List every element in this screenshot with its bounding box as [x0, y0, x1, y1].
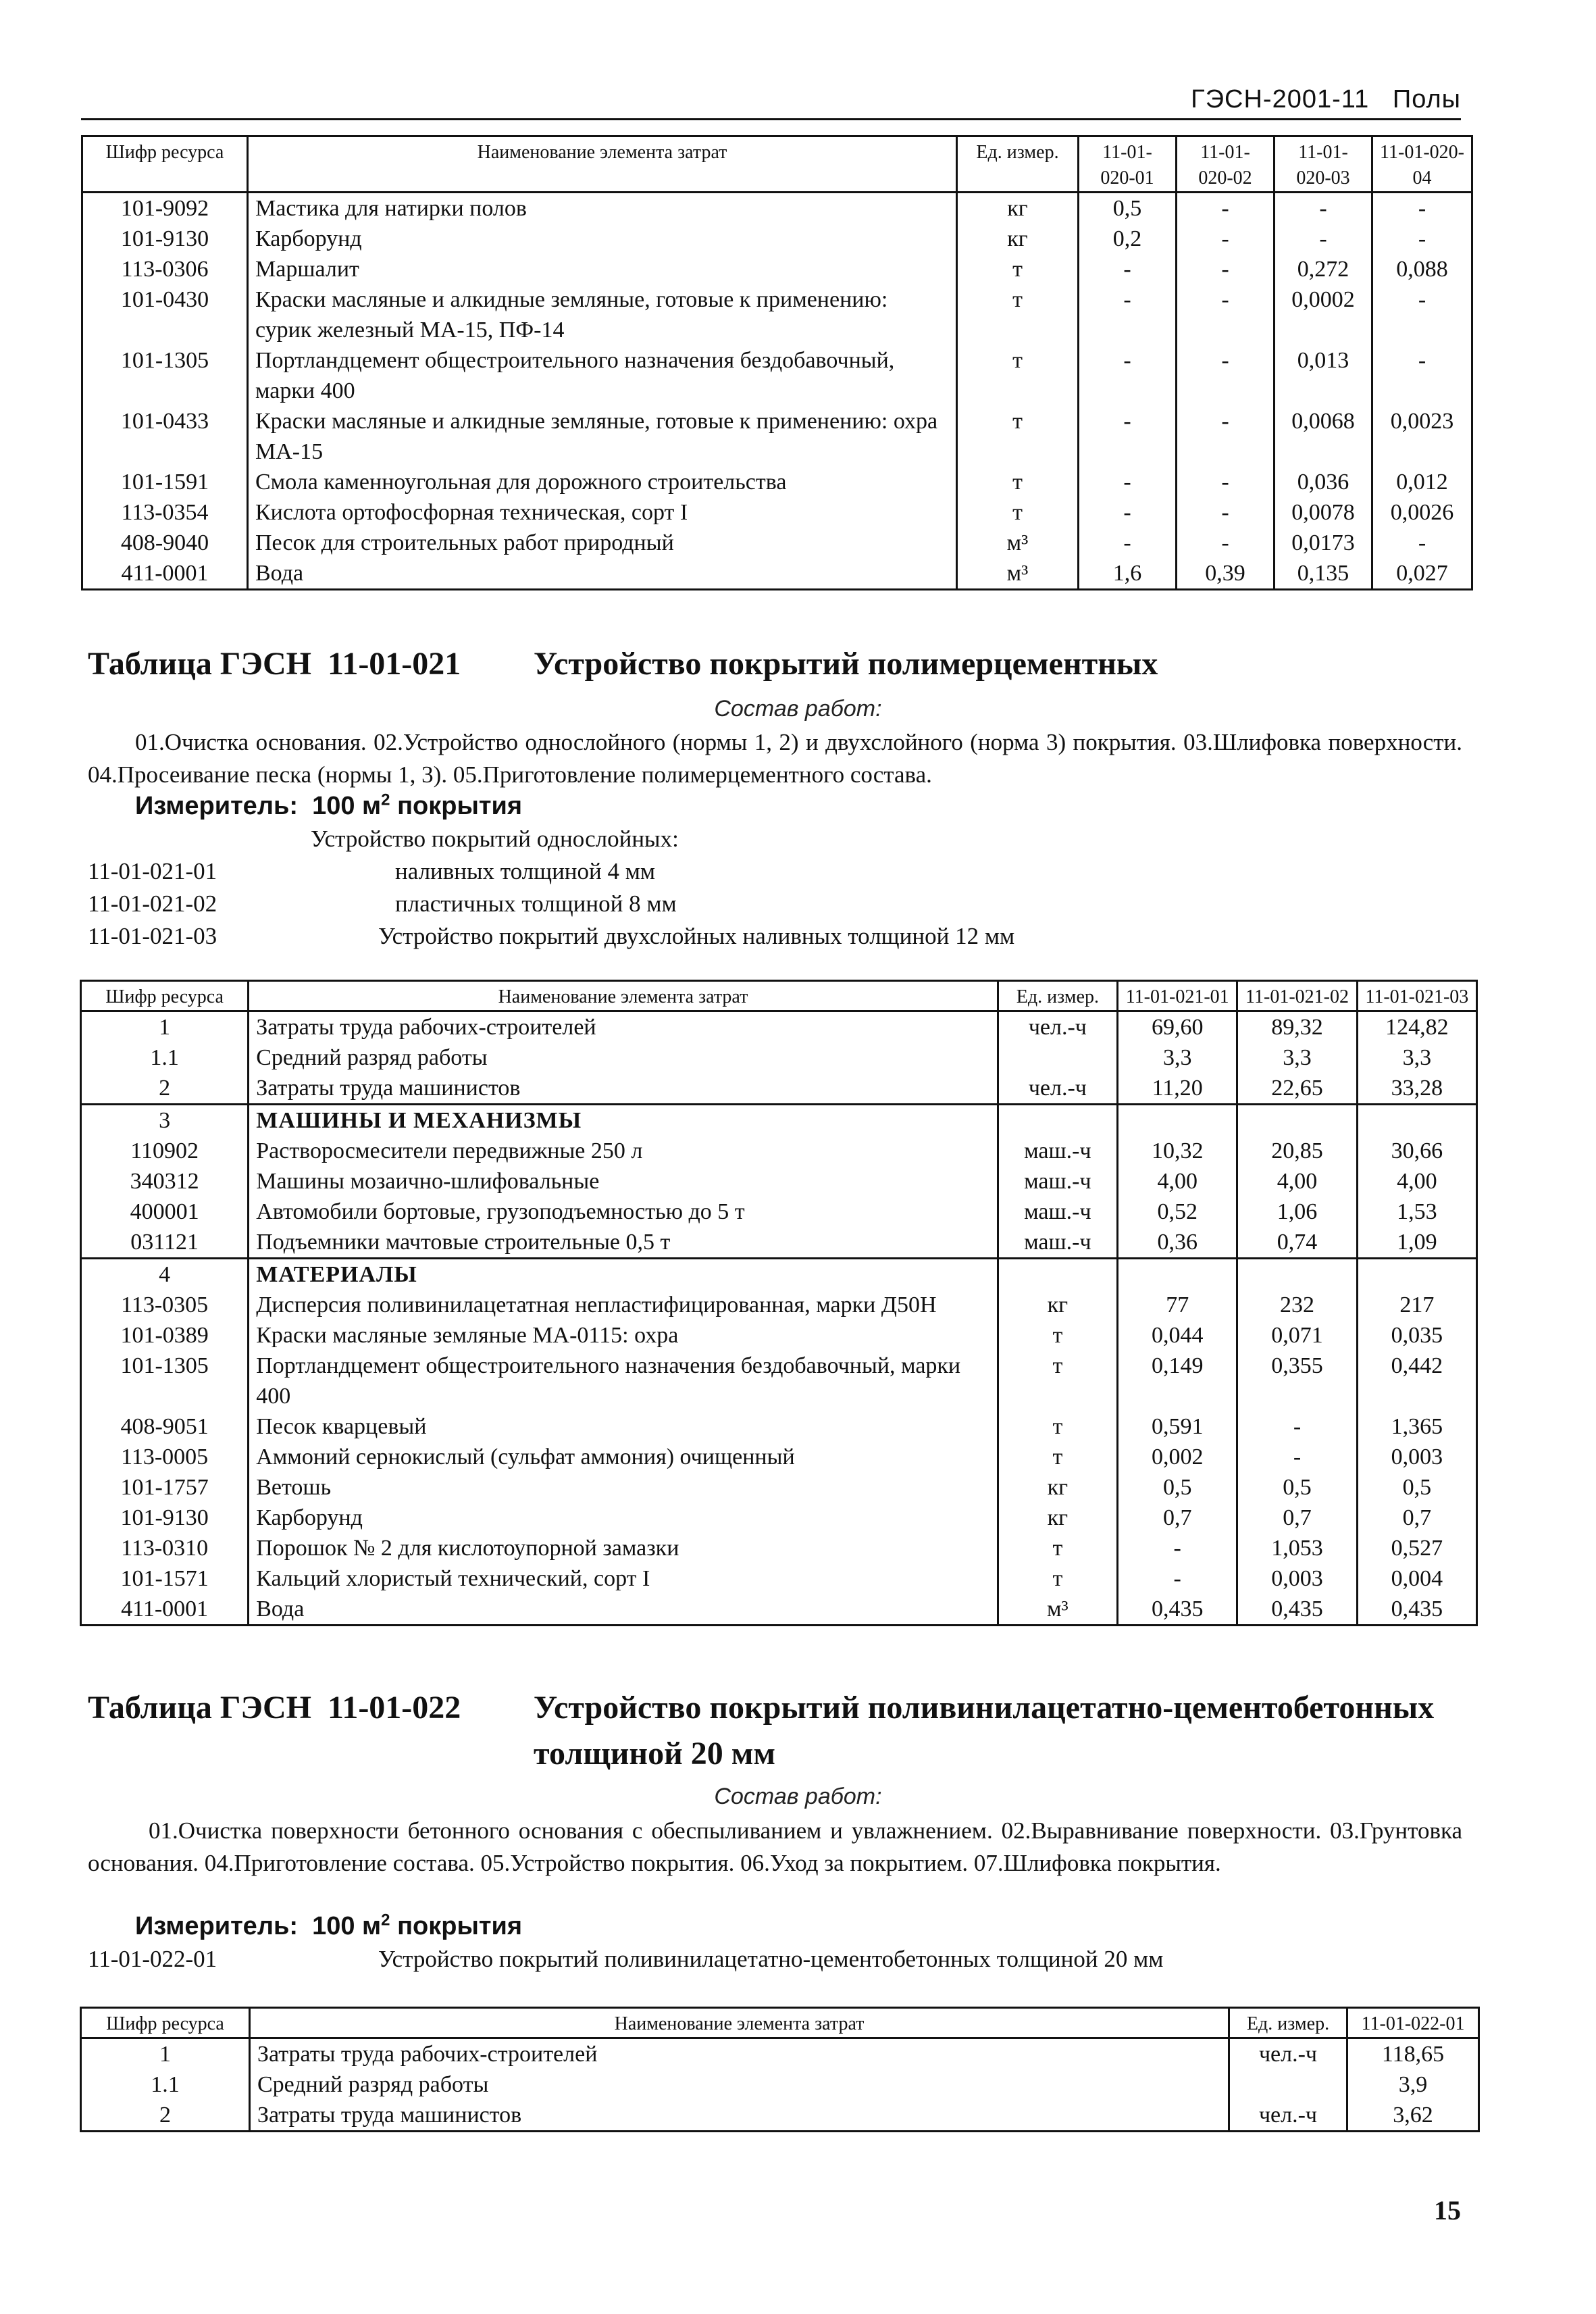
cell-code: 408-9040 [82, 528, 248, 558]
cell-name: Средний разряд работы [250, 2069, 1229, 2100]
cell-v2: - [1177, 254, 1275, 284]
measure-sup: 2 [381, 1911, 390, 1930]
table-row [81, 1227, 1477, 1259]
measure-suffix: покрытия [390, 792, 523, 820]
cell-unit: маш.-ч [998, 1166, 1117, 1197]
table-header-row [82, 136, 1472, 193]
cell-unit: чел.-ч [1229, 2100, 1347, 2132]
cell-v2: - [1177, 497, 1275, 528]
cell-v2: 4,00 [1237, 1166, 1357, 1197]
cell-v4: - [1372, 345, 1472, 406]
cell-v2: 1,053 [1237, 1533, 1357, 1563]
table-row [81, 1320, 1477, 1351]
cell-name: Портландцемент общестроительного назначения бездобавочный, марки 400 [249, 1351, 998, 1411]
table-row [82, 406, 1472, 467]
col-header: 11-01-020-01 [1079, 136, 1177, 193]
cell-unit: кг [998, 1290, 1117, 1320]
cell-unit: чел.-ч [998, 1011, 1117, 1043]
table-row [81, 2038, 1479, 2070]
cell-code: 2 [81, 1073, 249, 1105]
cell-v2: 20,85 [1237, 1136, 1357, 1166]
cell-v2: - [1237, 1442, 1357, 1472]
cell-v1: 77 [1118, 1290, 1237, 1320]
cell-v2: - [1177, 224, 1275, 254]
resource-table-022 [80, 2007, 1480, 2132]
table-row [82, 467, 1472, 497]
cell-v2 [1237, 1259, 1357, 1290]
cell-v1: - [1118, 1533, 1237, 1563]
cell-name: Растворосмесители передвижные 250 л [249, 1136, 998, 1166]
cell-unit: кг [998, 1472, 1117, 1503]
table-row [82, 558, 1472, 590]
table-title: Устройство покрытий полимерцементных [534, 646, 1158, 682]
cell-v1: 0,5 [1118, 1472, 1237, 1503]
norm-line [88, 1946, 1163, 1973]
cell-v3: 0,435 [1357, 1594, 1476, 1626]
cell-v1: 10,32 [1118, 1136, 1237, 1166]
norm-line [88, 923, 1014, 950]
section-title-021 [88, 645, 1506, 682]
cell-name: Карборунд [248, 224, 957, 254]
cell-code: 2 [81, 2100, 250, 2132]
cell-v1: - [1079, 254, 1177, 284]
cell-v3: 217 [1357, 1290, 1476, 1320]
norm-text: Устройство покрытий двухслойных наливных толщиной 12 мм [378, 923, 1015, 949]
table-row [81, 1442, 1477, 1472]
cell-name: Песок для строительных работ природный [248, 528, 957, 558]
cell-name: Смола каменноугольная для дорожного строительства [248, 467, 957, 497]
cell-code: 101-9130 [82, 224, 248, 254]
table-header-row [81, 2008, 1479, 2038]
cell-v4: 0,027 [1372, 558, 1472, 590]
cell-unit: маш.-ч [998, 1197, 1117, 1227]
cell-code: 411-0001 [81, 1594, 249, 1626]
cell-name: Краски масляные и алкидные земляные, готовые к применению: сурик железный МА-15, ПФ-14 [248, 284, 957, 345]
cell-v4: 0,0023 [1372, 406, 1472, 467]
cell-unit: т [998, 1442, 1117, 1472]
measure-prefix: Измеритель: 100 м [135, 1912, 382, 1940]
col-header: Ед. измер. [957, 136, 1079, 193]
cell-v3: 0,004 [1357, 1563, 1476, 1594]
table-row [82, 224, 1472, 254]
table-row [81, 1197, 1477, 1227]
cell-unit [998, 1259, 1117, 1290]
cell-v3: 30,66 [1357, 1136, 1476, 1166]
cell-unit: т [998, 1533, 1117, 1563]
cell-v2: 89,32 [1237, 1011, 1357, 1043]
cell-unit: м³ [957, 558, 1079, 590]
cell-name: Кислота ортофосфорная техническая, сорт I [248, 497, 957, 528]
cell-v3: 0,013 [1275, 345, 1372, 406]
cell-name: Мастика для натирки полов [248, 193, 957, 224]
norm-code: 11-01-021-03 [88, 923, 217, 949]
cell-unit: т [957, 406, 1079, 467]
cell-name: Затраты труда рабочих-строителей [249, 1011, 998, 1043]
cell-v1: 0,52 [1118, 1197, 1237, 1227]
cell-v2: 232 [1237, 1290, 1357, 1320]
composition-text: 01.Очистка поверхности бетонного основания с обеспыливанием и увлажнением. 02.Выравнивание поверхности. 03.Грунтовка основания. 04.Приготовление состава. 05.Устройство покрытия. 06.Уход за покрытием. 07.Шлифовка покрытия. [88, 1817, 1462, 1876]
cell-code: 4 [81, 1259, 249, 1290]
cell-v3: - [1275, 224, 1372, 254]
cell-unit: чел.-ч [998, 1073, 1117, 1105]
norm-line [88, 858, 655, 885]
cell-code: 3 [81, 1105, 249, 1136]
cell-v2: - [1177, 528, 1275, 558]
cell-v3: 0,0068 [1275, 406, 1372, 467]
cell-code: 1 [81, 1011, 249, 1043]
table-row [81, 1042, 1477, 1073]
cell-v1: 69,60 [1118, 1011, 1237, 1043]
cell-v1: 0,36 [1118, 1227, 1237, 1259]
cell-name: Портландцемент общестроительного назначения бездобавочный, марки 400 [248, 345, 957, 406]
cell-v3: - [1275, 193, 1372, 224]
cell-v2: 0,7 [1237, 1503, 1357, 1533]
cell-unit: т [957, 345, 1079, 406]
cell-code: 411-0001 [82, 558, 248, 590]
table-row [81, 1533, 1477, 1563]
cell-name: Карборунд [249, 1503, 998, 1533]
cell-v2: - [1177, 193, 1275, 224]
table-row [81, 1166, 1477, 1197]
cell-v1: - [1079, 345, 1177, 406]
col-header: Шифр ресурса [81, 981, 249, 1011]
measure-suffix: покрытия [390, 1912, 523, 1940]
cell-v2: - [1237, 1411, 1357, 1442]
cell-v1: 0,591 [1118, 1411, 1237, 1442]
cell-code: 113-0310 [81, 1533, 249, 1563]
cell-v4: 0,012 [1372, 467, 1472, 497]
cell-code: 101-1305 [81, 1351, 249, 1411]
cell-v2: 0,435 [1237, 1594, 1357, 1626]
cell-v3: 0,135 [1275, 558, 1372, 590]
cell-v2: 0,355 [1237, 1351, 1357, 1411]
cell-v1: 0,435 [1118, 1594, 1237, 1626]
cell-v1: 0,5 [1079, 193, 1177, 224]
cell-v3: 0,442 [1357, 1351, 1476, 1411]
measure-unit [135, 792, 522, 821]
cell-v3: 1,365 [1357, 1411, 1476, 1442]
cell-v3: 0,7 [1357, 1503, 1476, 1533]
table-title-line2: толщиной 20 мм [534, 1736, 776, 1771]
cell-v3: 33,28 [1357, 1073, 1476, 1105]
cell-v4: 0,0026 [1372, 497, 1472, 528]
table-code: Таблица ГЭСН 11-01-021 [88, 646, 461, 682]
cell-v1: - [1079, 467, 1177, 497]
cell-v1: 4,00 [1118, 1166, 1237, 1197]
cell-code: 400001 [81, 1197, 249, 1227]
measure-unit [135, 1912, 522, 1941]
cell-v3: 0,527 [1357, 1533, 1476, 1563]
cell-name: Автомобили бортовые, грузоподъемностью до 5 т [249, 1197, 998, 1227]
cell-name: Аммоний сернокислый (сульфат аммония) очищенный [249, 1442, 998, 1472]
cell-v1: 0,149 [1118, 1351, 1237, 1411]
cell-name: Краски масляные земляные МА-0115: охра [249, 1320, 998, 1351]
col-header: 11-01-020-02 [1177, 136, 1275, 193]
cell-unit: т [998, 1320, 1117, 1351]
cell-unit: т [998, 1411, 1117, 1442]
table-row [81, 1136, 1477, 1166]
cell-v1: 0,7 [1118, 1503, 1237, 1533]
cell-v1: 0,002 [1118, 1442, 1237, 1472]
table-row [81, 1073, 1477, 1105]
composition-text: 01.Очистка основания. 02.Устройство однослойного (нормы 1, 2) и двухслойного (норма 3) покрытия. 03.Шлифовка поверхности. 04.Просеивание песка (нормы 1, 3). 05.Приготовление полимерцементного состава. [88, 729, 1462, 788]
cell-name: Вода [249, 1594, 998, 1626]
cell-code: 101-1571 [81, 1563, 249, 1594]
cell-v1: 1,6 [1079, 558, 1177, 590]
cell-unit: т [998, 1351, 1117, 1411]
cell-unit [1229, 2069, 1347, 2100]
cell-v2: 0,5 [1237, 1472, 1357, 1503]
table-row [81, 1594, 1477, 1626]
cell-v1: 3,9 [1347, 2069, 1479, 2100]
cell-v3 [1357, 1259, 1476, 1290]
col-header: Наименование элемента затрат [250, 2008, 1229, 2038]
col-header: Ед. измер. [998, 981, 1117, 1011]
table-row [81, 1503, 1477, 1533]
table-row [81, 2100, 1479, 2132]
cell-name: Затраты труда машинистов [250, 2100, 1229, 2132]
table-row [81, 2069, 1479, 2100]
cell-v3: 0,0002 [1275, 284, 1372, 345]
cell-v1: 0,2 [1079, 224, 1177, 254]
table-code: Таблица ГЭСН 11-01-022 [88, 1690, 461, 1726]
cell-v3: 0,272 [1275, 254, 1372, 284]
cell-v3: 1,09 [1357, 1227, 1476, 1259]
cell-code: 101-1305 [82, 345, 248, 406]
cell-v1: 11,20 [1118, 1073, 1237, 1105]
cell-unit: кг [957, 193, 1079, 224]
table-row [82, 497, 1472, 528]
cell-v3: 1,53 [1357, 1197, 1476, 1227]
cell-code: 340312 [81, 1166, 249, 1197]
cell-name: Вода [248, 558, 957, 590]
norm-line [88, 890, 677, 917]
subheading: Устройство покрытий однослойных: [311, 826, 679, 852]
col-header: 11-01-020-04 [1372, 136, 1472, 193]
cell-v1: - [1079, 497, 1177, 528]
cell-v1: 0,044 [1118, 1320, 1237, 1351]
cell-v2: 0,071 [1237, 1320, 1357, 1351]
cell-v2: 1,06 [1237, 1197, 1357, 1227]
cell-v1 [1118, 1259, 1237, 1290]
cell-v3: 0,036 [1275, 467, 1372, 497]
col-header: Шифр ресурса [82, 136, 248, 193]
col-header: Наименование элемента затрат [248, 136, 957, 193]
table-row [81, 1351, 1477, 1411]
cell-code: 101-1757 [81, 1472, 249, 1503]
cell-name: Средний разряд работы [249, 1042, 998, 1073]
col-header: 11-01-021-03 [1357, 981, 1476, 1011]
cell-v3 [1357, 1105, 1476, 1136]
table-row [82, 193, 1472, 224]
cell-v3: 0,035 [1357, 1320, 1476, 1351]
table-row [81, 1259, 1477, 1290]
table-row [81, 1105, 1477, 1136]
cell-unit: чел.-ч [1229, 2038, 1347, 2070]
cell-name: Дисперсия поливинилацетатная непластифицированная, марки Д50Н [249, 1290, 998, 1320]
norm-code: 11-01-022-01 [88, 1946, 217, 1972]
composition-label: Состав работ: [714, 1784, 882, 1809]
cell-unit: кг [998, 1503, 1117, 1533]
cell-unit [998, 1042, 1117, 1073]
cell-unit: кг [957, 224, 1079, 254]
cell-v1: - [1079, 528, 1177, 558]
cell-code: 031121 [81, 1227, 249, 1259]
col-header: 11-01-020-03 [1275, 136, 1372, 193]
cell-v3: 0,0078 [1275, 497, 1372, 528]
cell-v4: - [1372, 284, 1472, 345]
cell-code: 113-0005 [81, 1442, 249, 1472]
table-header-row [81, 981, 1477, 1011]
cell-v3: 0,003 [1357, 1442, 1476, 1472]
cell-v4: - [1372, 528, 1472, 558]
cell-unit [998, 1105, 1117, 1136]
cell-v1: - [1079, 284, 1177, 345]
cell-name: Песок кварцевый [249, 1411, 998, 1442]
composition-label: Состав работ: [714, 696, 882, 722]
cell-code: 110902 [81, 1136, 249, 1166]
norm-text: пластичных толщиной 8 мм [395, 890, 677, 917]
cell-name: Краски масляные и алкидные земляные, готовые к применению: охра МА-15 [248, 406, 957, 467]
cell-code: 101-9092 [82, 193, 248, 224]
resource-table-021 [80, 980, 1478, 1626]
cell-name: Затраты труда машинистов [249, 1073, 998, 1105]
cell-name: МАШИНЫ И МЕХАНИЗМЫ [249, 1105, 998, 1136]
table-row [81, 1011, 1477, 1043]
cell-v3: 3,3 [1357, 1042, 1476, 1073]
running-header: ГЭСН-2001-11 Полы [1191, 85, 1461, 114]
cell-v2: 0,39 [1177, 558, 1275, 590]
page-header [81, 78, 1461, 120]
cell-v2: 22,65 [1237, 1073, 1357, 1105]
cell-unit: т [957, 284, 1079, 345]
cell-v4: - [1372, 193, 1472, 224]
cell-unit: т [998, 1563, 1117, 1594]
cell-name: Маршалит [248, 254, 957, 284]
cell-v4: - [1372, 224, 1472, 254]
table-row [82, 284, 1472, 345]
cell-v1: 3,3 [1118, 1042, 1237, 1073]
table-row [81, 1290, 1477, 1320]
table-row [81, 1472, 1477, 1503]
cell-unit: т [957, 497, 1079, 528]
cell-code: 408-9051 [81, 1411, 249, 1442]
norm-code: 11-01-021-01 [88, 858, 217, 884]
cell-code: 101-1591 [82, 467, 248, 497]
cell-v2: 0,74 [1237, 1227, 1357, 1259]
cell-code: 1 [81, 2038, 250, 2070]
cell-v2: 0,003 [1237, 1563, 1357, 1594]
cell-name: МАТЕРИАЛЫ [249, 1259, 998, 1290]
cell-v1 [1118, 1105, 1237, 1136]
cell-v4: 0,088 [1372, 254, 1472, 284]
norm-code: 11-01-021-02 [88, 890, 217, 917]
norm-text: наливных толщиной 4 мм [395, 858, 656, 884]
cell-v2: - [1177, 284, 1275, 345]
cell-v2: - [1177, 406, 1275, 467]
resource-table-020 [81, 135, 1473, 590]
cell-v1: - [1118, 1563, 1237, 1594]
measure-sup: 2 [381, 790, 390, 809]
cell-name: Машины мозаично-шлифовальные [249, 1166, 998, 1197]
col-header: Шифр ресурса [81, 2008, 250, 2038]
table-row [82, 254, 1472, 284]
cell-unit: м³ [998, 1594, 1117, 1626]
col-header: 11-01-021-01 [1118, 981, 1237, 1011]
cell-v3: 124,82 [1357, 1011, 1476, 1043]
cell-unit: т [957, 254, 1079, 284]
cell-v1: 118,65 [1347, 2038, 1479, 2070]
col-header: Ед. измер. [1229, 2008, 1347, 2038]
cell-code: 1.1 [81, 1042, 249, 1073]
cell-code: 101-0433 [82, 406, 248, 467]
cell-code: 113-0306 [82, 254, 248, 284]
cell-v2: - [1177, 345, 1275, 406]
cell-v3: 0,0173 [1275, 528, 1372, 558]
cell-code: 101-0389 [81, 1320, 249, 1351]
cell-unit: т [957, 467, 1079, 497]
cell-name: Порошок № 2 для кислотоупорной замазки [249, 1533, 998, 1563]
table-row [82, 528, 1472, 558]
cell-name: Кальций хлористый технический, сорт I [249, 1563, 998, 1594]
table-row [81, 1411, 1477, 1442]
page-number: 15 [1434, 2195, 1461, 2225]
table-row [82, 345, 1472, 406]
cell-unit: маш.-ч [998, 1227, 1117, 1259]
cell-name: Подъемники мачтовые строительные 0,5 т [249, 1227, 998, 1259]
cell-name: Затраты труда рабочих-строителей [250, 2038, 1229, 2070]
table-title-line1: Устройство покрытий поливинилацетатно-цементобетонных [534, 1690, 1435, 1726]
cell-name: Ветошь [249, 1472, 998, 1503]
cell-unit: м³ [957, 528, 1079, 558]
cell-code: 101-9130 [81, 1503, 249, 1533]
cell-v1: 3,62 [1347, 2100, 1479, 2132]
col-header: 11-01-022-01 [1347, 2008, 1479, 2038]
cell-code: 101-0430 [82, 284, 248, 345]
cell-v1: - [1079, 406, 1177, 467]
cell-v3: 0,5 [1357, 1472, 1476, 1503]
table-row [81, 1563, 1477, 1594]
cell-code: 113-0354 [82, 497, 248, 528]
measure-prefix: Измеритель: 100 м [135, 792, 382, 820]
cell-v3: 4,00 [1357, 1166, 1476, 1197]
section-title-022 [88, 1689, 1540, 1771]
cell-v2: 3,3 [1237, 1042, 1357, 1073]
norm-text: Устройство покрытий поливинилацетатно-цементобетонных толщиной 20 мм [378, 1946, 1164, 1972]
cell-v2 [1237, 1105, 1357, 1136]
cell-code: 1.1 [81, 2069, 250, 2100]
col-header: 11-01-021-02 [1237, 981, 1357, 1011]
col-header: Наименование элемента затрат [249, 981, 998, 1011]
cell-code: 113-0305 [81, 1290, 249, 1320]
cell-v2: - [1177, 467, 1275, 497]
cell-unit: маш.-ч [998, 1136, 1117, 1166]
